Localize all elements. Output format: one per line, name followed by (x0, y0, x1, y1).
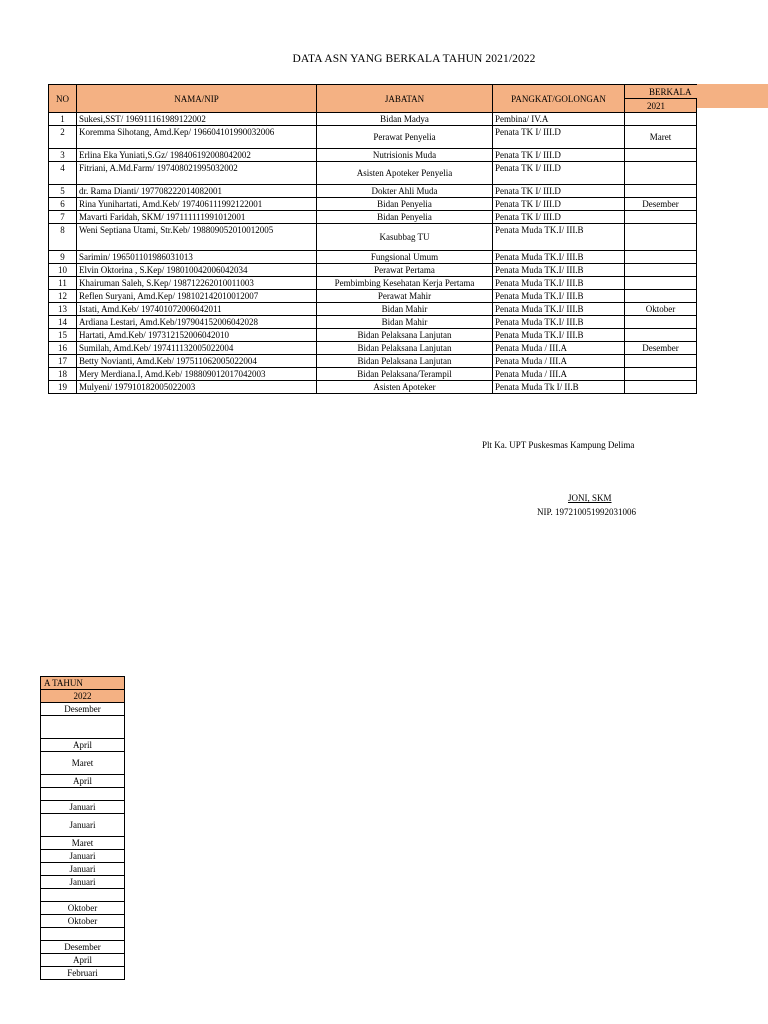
cell-no: 18 (49, 368, 77, 381)
cell-jabatan: Dokter Ahli Muda (317, 185, 493, 198)
table-row (49, 185, 697, 198)
cell-pangkat: Penata TK I/ III.D (493, 149, 625, 162)
cell-berkala-2022: Januari (41, 801, 125, 814)
header-pangkat: PANGKAT/GOLONGAN (493, 85, 625, 113)
cell-berkala-2022: Maret (41, 837, 125, 850)
cell-pangkat: Penata Muda TK.I/ III.B (493, 224, 625, 251)
cell-berkala-2022: Januari (41, 814, 125, 837)
cell-berkala-2021 (625, 211, 697, 224)
cell-no: 9 (49, 251, 77, 264)
table-row (49, 198, 697, 211)
cell-jabatan: Bidan Pelaksana Lanjutan (317, 355, 493, 368)
table-row (49, 316, 697, 329)
cell-berkala-2021: Desember (625, 198, 697, 211)
table-row (41, 915, 125, 928)
cell-no: 3 (49, 149, 77, 162)
table-row (49, 368, 697, 381)
cell-berkala-2022: Februari (41, 967, 125, 980)
cell-no: 16 (49, 342, 77, 355)
cell-jabatan: Asisten Apoteker Penyelia (317, 162, 493, 185)
document-title: DATA ASN YANG BERKALA TAHUN 2021/2022 (292, 53, 536, 65)
cell-berkala-2021 (625, 355, 697, 368)
cell-jabatan: Bidan Mahir (317, 316, 493, 329)
cell-pangkat: Penata Muda TK.I/ III.B (493, 277, 625, 290)
header-no: NO (49, 85, 77, 113)
cell-berkala-2022: April (41, 739, 125, 752)
cell-nama-nip: Ardiana Lestari, Amd.Keb/197904152006042028 (77, 316, 317, 329)
table-row (49, 277, 697, 290)
cell-jabatan: Asisten Apoteker (317, 381, 493, 394)
cell-nama-nip: Mery Merdiana.I, Amd.Keb/ 198809012017042003 (77, 368, 317, 381)
table-row (41, 788, 125, 801)
cell-pangkat: Penata Muda Tk I/ II.B (493, 381, 625, 394)
cell-pangkat: Penata Muda / III.A (493, 368, 625, 381)
cell-berkala-2021 (625, 251, 697, 264)
cell-nama-nip: Fitriani, A.Md.Farm/ 197408021995032002 (77, 162, 317, 185)
cell-berkala-2021 (625, 381, 697, 394)
cell-pangkat: Pembina/ IV.A (493, 113, 625, 126)
cell-pangkat: Penata TK I/ III.D (493, 185, 625, 198)
cell-nama-nip: Reflen Suryani, Amd.Kep/ 198102142010012007 (77, 290, 317, 303)
table-row (49, 264, 697, 277)
header-jabatan: JABATAN (317, 85, 493, 113)
cell-pangkat: Penata TK I/ III.D (493, 162, 625, 185)
cell-jabatan: Perawat Penyelia (317, 126, 493, 149)
table-row (49, 355, 697, 368)
signature-role: Plt Ka. UPT Puskesmas Kampung Delima (482, 440, 635, 450)
table-row (49, 211, 697, 224)
cell-berkala-2021 (625, 368, 697, 381)
cell-nama-nip: Rina Yunihartati, Amd.Keb/ 197406111992122001 (77, 198, 317, 211)
cell-jabatan: Bidan Pelaksana/Terampil (317, 368, 493, 381)
cell-berkala-2021 (625, 185, 697, 198)
cell-nama-nip: Erlina Eka Yuniati,S.Gz/ 198406192008042002 (77, 149, 317, 162)
cell-no: 11 (49, 277, 77, 290)
cell-berkala-2021 (625, 264, 697, 277)
cell-jabatan: Nutrisionis Muda (317, 149, 493, 162)
cell-berkala-2021 (625, 329, 697, 342)
cell-berkala-2022: Januari (41, 850, 125, 863)
table-row (49, 224, 697, 251)
cell-berkala-2021: Desember (625, 342, 697, 355)
table-row (41, 850, 125, 863)
header-berkala-continued: A TAHUN (41, 677, 125, 690)
cell-no: 2 (49, 126, 77, 149)
cell-jabatan: Perawat Pertama (317, 264, 493, 277)
table-row (41, 863, 125, 876)
cell-no: 1 (49, 113, 77, 126)
table-row (41, 837, 125, 850)
cell-no: 15 (49, 329, 77, 342)
asn-table (48, 84, 697, 394)
table-row (49, 303, 697, 316)
cell-pangkat: Penata Muda / III.A (493, 355, 625, 368)
cell-nama-nip: Sarimin/ 196501101986031013 (77, 251, 317, 264)
header-berkala: BERKALA (625, 85, 697, 99)
table-row (41, 801, 125, 814)
header-berkala-overflow (696, 84, 768, 108)
cell-no: 4 (49, 162, 77, 185)
cell-berkala-2021 (625, 290, 697, 303)
cell-nama-nip: Mulyeni/ 197910182005022003 (77, 381, 317, 394)
cell-no: 7 (49, 211, 77, 224)
cell-no: 19 (49, 381, 77, 394)
cell-jabatan: Bidan Mahir (317, 303, 493, 316)
cell-nama-nip: Betty Novianti, Amd.Keb/ 197511062005022004 (77, 355, 317, 368)
cell-nama-nip: Sukesi,SST/ 196911161989122002 (77, 113, 317, 126)
table-row (41, 703, 125, 716)
table-row (49, 162, 697, 185)
cell-no: 10 (49, 264, 77, 277)
cell-jabatan: Bidan Penyelia (317, 198, 493, 211)
cell-pangkat: Penata TK I/ III.D (493, 211, 625, 224)
cell-berkala-2021 (625, 162, 697, 185)
cell-pangkat: Penata Muda TK.I/ III.B (493, 329, 625, 342)
table-row (41, 716, 125, 739)
cell-jabatan: Kasubbag TU (317, 224, 493, 251)
table-row (41, 739, 125, 752)
cell-pangkat: Penata Muda / III.A (493, 342, 625, 355)
cell-berkala-2022 (41, 716, 125, 739)
continuation-table (40, 676, 125, 980)
cell-berkala-2021 (625, 316, 697, 329)
table-row (41, 954, 125, 967)
cell-nama-nip: Khairuman Saleh, S.Kep/ 198712262010011003 (77, 277, 317, 290)
cell-jabatan: Bidan Pelaksana Lanjutan (317, 342, 493, 355)
cell-berkala-2021: Oktober (625, 303, 697, 316)
table-row (49, 381, 697, 394)
cell-berkala-2022: Januari (41, 876, 125, 889)
table-row (49, 342, 697, 355)
table-row (49, 126, 697, 149)
cell-pangkat: Penata Muda TK.I/ III.B (493, 316, 625, 329)
cell-berkala-2022 (41, 788, 125, 801)
signature-name: JONI, SKM (568, 493, 612, 503)
cell-nama-nip: Koremma Sihotang, Amd.Kep/ 196604101990032006 (77, 126, 317, 149)
cell-jabatan: Bidan Penyelia (317, 211, 493, 224)
table-row (41, 876, 125, 889)
cell-berkala-2021 (625, 224, 697, 251)
cell-berkala-2021: Maret (625, 126, 697, 149)
cell-nama-nip: Istati, Amd.Keb/ 197401072006042011 (77, 303, 317, 316)
table-row (49, 113, 697, 126)
table-row (49, 251, 697, 264)
table-row (49, 149, 697, 162)
cell-berkala-2022 (41, 928, 125, 941)
cell-nama-nip: Elvin Oktorina , S.Kep/ 198010042006042034 (77, 264, 317, 277)
cell-berkala-2022: Desember (41, 703, 125, 716)
cell-pangkat: Penata Muda TK.I/ III.B (493, 264, 625, 277)
cell-pangkat: Penata Muda TK.I/ III.B (493, 251, 625, 264)
table-row (49, 329, 697, 342)
cell-berkala-2022: Oktober (41, 902, 125, 915)
cell-no: 17 (49, 355, 77, 368)
header-year-2021: 2021 (625, 99, 697, 113)
cell-nama-nip: Weni Septiana Utami, Str.Keb/ 198809052010012005 (77, 224, 317, 251)
table-row (41, 967, 125, 980)
cell-no: 8 (49, 224, 77, 251)
table-row (41, 814, 125, 837)
header-nama-nip: NAMA/NIP (77, 85, 317, 113)
table-row (49, 290, 697, 303)
cell-berkala-2022: Desember (41, 941, 125, 954)
cell-pangkat: Penata Muda TK.I/ III.B (493, 290, 625, 303)
cell-berkala-2022: Januari (41, 863, 125, 876)
signature-nip: NIP. 197210051992031006 (537, 507, 637, 517)
cell-jabatan: Perawat Mahir (317, 290, 493, 303)
cell-berkala-2022: Oktober (41, 915, 125, 928)
cell-nama-nip: Mavarti Faridah, SKM/ 197111111991012001 (77, 211, 317, 224)
cell-berkala-2021 (625, 149, 697, 162)
cell-jabatan: Pembimbing Kesehatan Kerja Pertama (317, 277, 493, 290)
cell-no: 12 (49, 290, 77, 303)
cell-nama-nip: dr. Rama Dianti/ 197708222014082001 (77, 185, 317, 198)
cell-jabatan: Bidan Madya (317, 113, 493, 126)
cell-pangkat: Penata TK I/ III.D (493, 198, 625, 211)
cell-berkala-2022: April (41, 954, 125, 967)
cell-no: 6 (49, 198, 77, 211)
cell-nama-nip: Sumilah, Amd.Keb/ 197411132005022004 (77, 342, 317, 355)
table-row (41, 941, 125, 954)
cell-no: 5 (49, 185, 77, 198)
cell-jabatan: Bidan Pelaksana Lanjutan (317, 329, 493, 342)
cell-pangkat: Penata TK I/ III.D (493, 126, 625, 149)
table-row (41, 889, 125, 902)
cell-pangkat: Penata Muda TK.I/ III.B (493, 303, 625, 316)
cell-no: 14 (49, 316, 77, 329)
table-row (41, 928, 125, 941)
header-year-2022: 2022 (41, 690, 125, 703)
cell-jabatan: Fungsional Umum (317, 251, 493, 264)
cell-berkala-2022: Maret (41, 752, 125, 775)
cell-berkala-2021 (625, 277, 697, 290)
cell-berkala-2021 (625, 113, 697, 126)
cell-berkala-2022: April (41, 775, 125, 788)
table-row (41, 752, 125, 775)
table-row (41, 775, 125, 788)
table-row (41, 902, 125, 915)
cell-nama-nip: Hartati, Amd.Keb/ 197312152006042010 (77, 329, 317, 342)
cell-berkala-2022 (41, 889, 125, 902)
cell-no: 13 (49, 303, 77, 316)
